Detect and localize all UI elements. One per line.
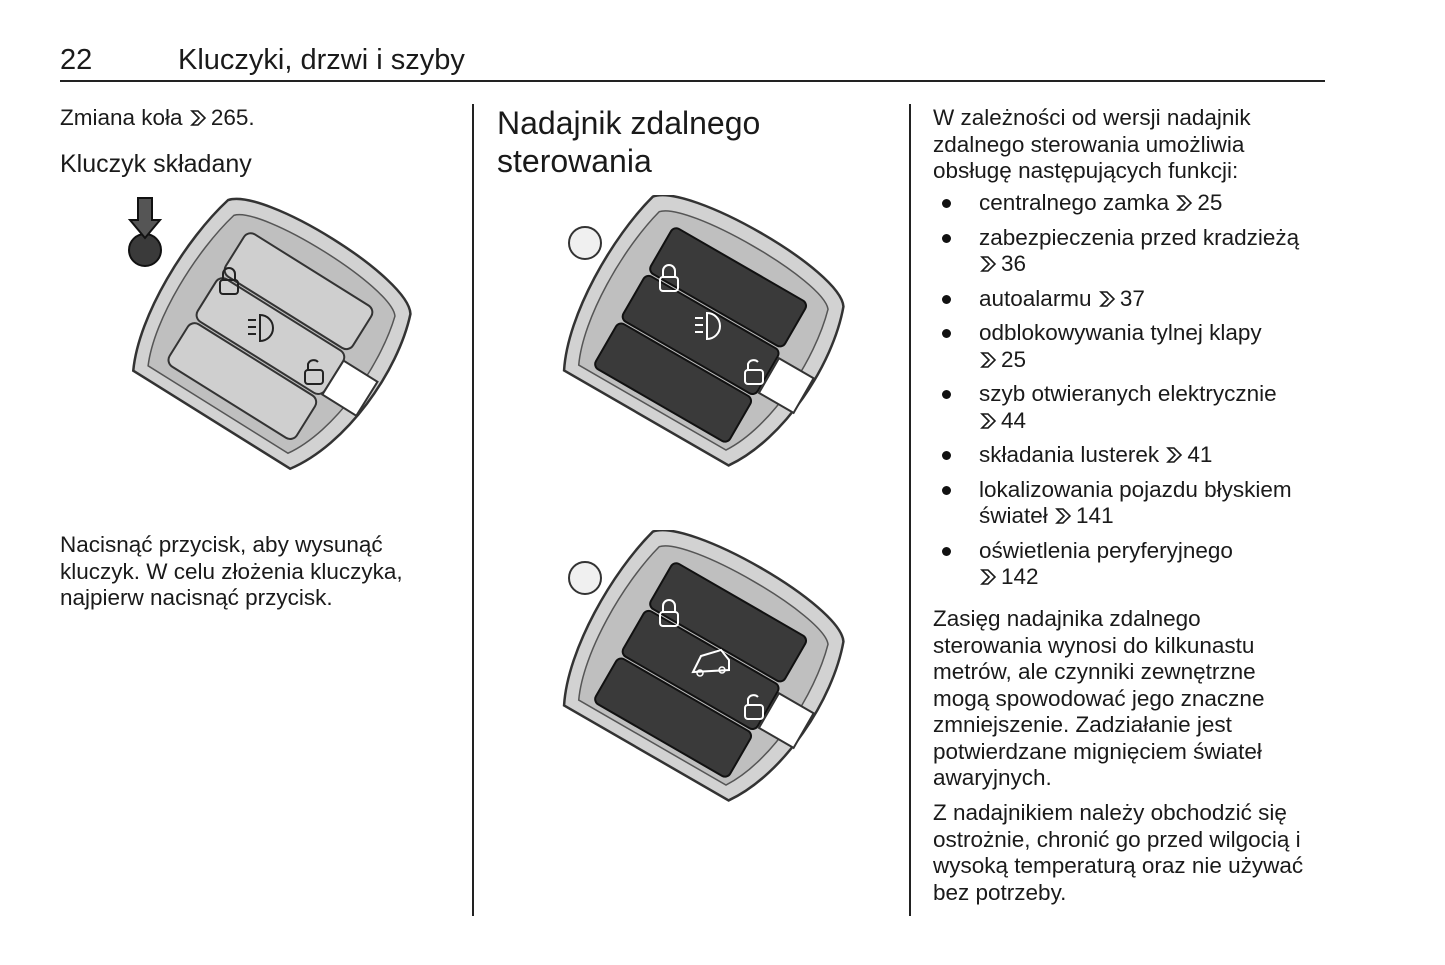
list-item: oświetlenia peryferyjnego 142 (933, 538, 1333, 591)
cross-reference-arrow-icon (979, 351, 997, 369)
cross-reference-arrow-icon (979, 412, 997, 430)
functions-list (933, 190, 1333, 599)
cross-reference-arrow-icon (1054, 507, 1072, 525)
cross-reference-arrow-icon (1175, 194, 1193, 212)
wheel-change-line: Zmiana koła 265. (60, 105, 255, 130)
list-item: zabezpieczenia przed kradzieżą 36 (933, 225, 1333, 278)
remote-key-illustration-1 (535, 195, 855, 495)
folding-key-illustration (100, 190, 420, 505)
cross-reference-arrow-icon (979, 255, 997, 273)
page-number: 22 (60, 44, 93, 76)
remote-control-heading: Nadajnik zdalnego sterowania (497, 105, 761, 179)
list-item: szyb otwieranych elektrycznie 44 (933, 381, 1333, 434)
list-item: składania lusterek 41 (933, 442, 1333, 469)
functions-intro: W zależności od wersji nadajnik zdalnego sterowania umożliwia obsługę następujących funkcji: (933, 105, 1251, 183)
folding-key-instructions: Nacisnąć przycisk, aby wysunąć kluczyk. W celu złożenia kluczyka, najpierw nacisnąć przycisk. (60, 532, 403, 610)
header-rule (60, 80, 1325, 82)
list-item: lokalizowania pojazdu błyskiem świateł 141 (933, 477, 1333, 530)
cross-reference-arrow-icon (189, 109, 207, 127)
press-arrow-icon (130, 198, 160, 238)
list-item: autoalarmu 37 (933, 286, 1333, 313)
column-divider-left (472, 104, 474, 916)
care-paragraph: Z nadajnikiem należy obchodzić się ostrożnie, chronić go przed wilgocią i wysoką temperaturą oraz nie używać bez potrzeby. (933, 800, 1304, 905)
cross-reference-arrow-icon (1165, 446, 1183, 464)
list-item: odblokowywania tylnej klapy 25 (933, 320, 1333, 373)
remote-key-illustration-2 (535, 530, 855, 830)
chapter-title: Kluczyki, drzwi i szyby (178, 44, 465, 76)
cross-reference-arrow-icon (1098, 290, 1116, 308)
section-heading-folding-key: Kluczyk składany (60, 150, 252, 178)
column-divider-right (909, 104, 911, 916)
range-paragraph: Zasięg nadajnika zdalnego sterowania wynosi do kilkunastu metrów, ale czynniki zewnętrzne mogą spowodować jego znaczne zmniejszenie. Zadziałanie jest potwierdzane mignięciem świateł awaryjnych. (933, 606, 1265, 790)
cross-reference-arrow-icon (979, 568, 997, 586)
wheel-change-ref: 265. (210, 105, 255, 130)
list-item: centralnego zamka 25 (933, 190, 1333, 217)
